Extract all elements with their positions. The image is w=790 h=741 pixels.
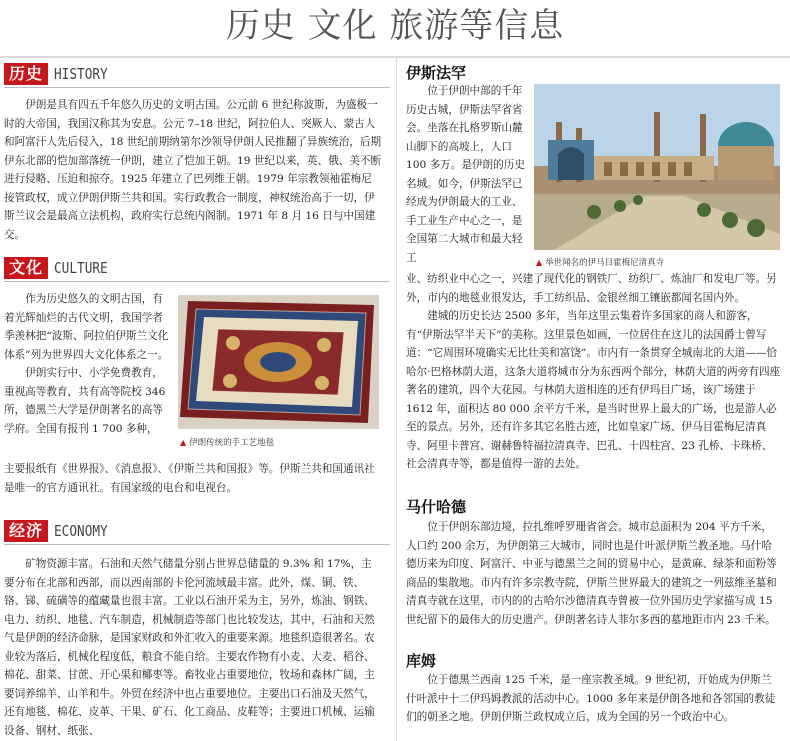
history-text [4,96,382,244]
mosque-caption-text: 举世闻名的伊马目霍梅尼清真寺 [545,258,665,268]
history-badge: 历史 [4,63,48,85]
isfahan-text-beside-image [406,82,526,267]
culture-paragraph-1: 作为历史悠久的文明古国，有着光辉灿烂的古代文明，我国学者季羡林把“波斯、阿拉伯伊斯兰文化体系”列为世界四大文化体系之一。 [4,293,169,361]
mashhad-text [406,518,782,629]
carpet-illustration [178,295,379,429]
page-title: 历史 文化 旅游等信息 [225,6,565,46]
mashhad-title: 马什哈德 [406,498,467,516]
mosque-image [534,84,780,250]
culture-paragraph-2: 伊朗实行中、小学免费教育，重视高等教育，共有高等院校 346 所，德黑兰大学是伊朗著名的高等学府。全国有报刊 1 700 多种， [4,367,166,435]
economy-heading [4,519,117,543]
culture-heading [4,256,117,280]
qom-title: 库姆 [406,652,437,670]
culture-text-after-image [4,460,382,497]
carpet-image [178,295,379,429]
culture-badge-en: CULTURE [54,259,108,277]
qom-text [406,671,782,727]
economy-text [4,555,382,740]
economy-paragraph: 矿物资源丰富。石油和天然气储量分别占世界总储量的 9.3% 和 17%，主要分布在北部和西部，而以西南部的卡伦河流域最丰富。此外，煤、铜、铁、铬、锑、硫磺等的蕴藏量也很丰富。工业以石油开采为主，另外，炼油、钢铁、电力、纺织、地毯、汽车制造，机械制造等部门也比较发达，其中，石油和天然气是伊朗的经济命脉，是国家财政和外汇收入的重要来源。地毯织造很著名。农业较为落后，机械化程度低，粮食不能自给。主要农作物有小麦、大麦、稻谷、棉花、甜菜、甘蔗、开心果和椰枣等。畜牧业占重要地位，牧场和森林广阔，主要饲养绵羊、山羊和牛。外贸在经济中也占重要地位。主要出口石油及天然气，还有地毯、棉花、皮革、干果、矿石、化工商品、皮鞋等；主要进口机械、运输设备、钢材、纸张、 [4,558,375,737]
history-paragraph: 伊朗是具有四五千年悠久历史的文明古国。公元前 6 世纪称波斯，为盛极一时的大帝国，我国汉称其为安息。公元 7–18 世纪，阿拉伯人、突厥人、蒙古人和阿富汗人先后侵入，18 世纪前期纳第尔沙领导伊朗人民推翻了异族统治，后期伊东北部的恺加部落统一伊朗，建立了恺加王朝。19 世纪以来，英、俄、美不断进行侵略、压迫和掠夺。1925 年建立了巴列维王朝。1979 年宗教领袖霍梅尼接管政权，成立伊朗伊斯兰共和国。实行政教合一制度，神权统治高于一切，伊斯兰议会是最高立法机构，政府实行总统内阁制。1971 年 8 月 16 日与中国建交。 [4,99,382,241]
culture-text-beside-image [4,290,170,438]
mosque-illustration [534,84,780,250]
economy-badge: 经济 [4,520,48,542]
qom-paragraph: 位于德黑兰西南 125 千米，是一座宗教圣城。9 世纪初，开始成为伊斯兰什叶派中十二伊玛姆教派的活动中心。1000 多年来是伊朗各地和各邻国的教徒们的朝圣之地。伊朗伊斯兰政权成立后，成为全国的另一个政治中心。 [406,674,776,723]
title-rule [0,56,790,58]
isfahan-paragraph-1: 位于伊朗中部的千年历史古城，伊斯法罕省省会。坐落在扎格罗斯山麓山脚下的高坡上，人口 100 多万。是伊朗的历史名城。如今，伊斯法罕已经成为伊朗最大的工业、手工业生产中心之一，是全国第二大城市和最大轻工 [406,85,525,264]
isfahan-paragraph-1-cont: 业、纺织业中心之一，兴建了现代化的钢铁厂、纺织厂、炼油厂和发电厂等。另外，市内的地毯业很发达，手工纺织品、金银丝细工镶嵌都闻名国内外。 [406,273,777,304]
history-heading [4,62,117,86]
economy-rule [4,544,390,545]
history-rule [4,87,390,88]
caption-triangle-icon: ▲ [180,438,187,447]
isfahan-text-after-image [406,270,782,474]
isfahan-paragraph-2: 建城的历史长达 2500 多年，当年这里云集着许多国家的商人和游客，有“伊斯法罕半天下”的美称。这里景色如画，一位居住在这儿的法国爵士曾写道：“它周围环境确实无比壮美和富饶”。市内有一条贯穿全城南北的大道——恰哈尔·巴格林荫大道，这条大道将城市分为东西两个部分，林荫大道的两旁有四座著名的建筑，四个大花园。与林荫大道相连的还有伊玛目广场，该广场建于 1612 年，面积达 80 000 余平方千米，是当时世界上最大的广场，也是游人必至的景点。另外，还有许多其它名胜古迹，比如皇家广场、伊马目霍梅尼清真寺、阿里卡普宫、谢赫鲁特福拉清真寺、巴孔、十四柱宫、23 孔桥、卡珠桥、社会清真寺等，都是值得一游的去处。 [406,310,781,470]
caption-triangle-icon: ▲ [536,258,543,267]
mashhad-paragraph: 位于伊朗东部边境，拉扎维呼罗珊省省会。城市总面积为 204 平方千米，人口约 200 余万，为伊朗第三大城市，同时也是什叶派伊斯兰教圣地。马什哈德历来为印度、阿富汗、中亚与德黑兰之间的贸易中心，是黄麻、绿茶和面粉等商品的集散地。市内有许多宗教寺院，伊斯兰世界最大的建筑之一列兹维圣墓和清真寺就在这里，市内的的古哈尔沙德清真寺曾被一位外国历史学家描写成 15 世纪留下的最伟大的历史遗产。伊朗著名诗人菲尔多西的墓地距市内 23 千米。 [406,521,777,626]
carpet-caption-text: 伊朗传统的手工艺地毯 [189,438,275,448]
culture-badge: 文化 [4,257,48,279]
mosque-caption [536,256,664,268]
isfahan-title: 伊斯法罕 [406,64,467,82]
economy-badge-en: ECONOMY [54,522,108,540]
column-divider [396,58,397,741]
culture-rule [4,281,390,282]
culture-paragraph-3: 主要报纸有《世界报》、《消息报》、《伊斯兰共和国报》等。伊斯兰共和国通讯社是唯一的官方通讯社。有国家级的电台和电视台。 [4,463,375,494]
carpet-caption [180,436,274,448]
history-badge-en: HISTORY [54,65,108,83]
